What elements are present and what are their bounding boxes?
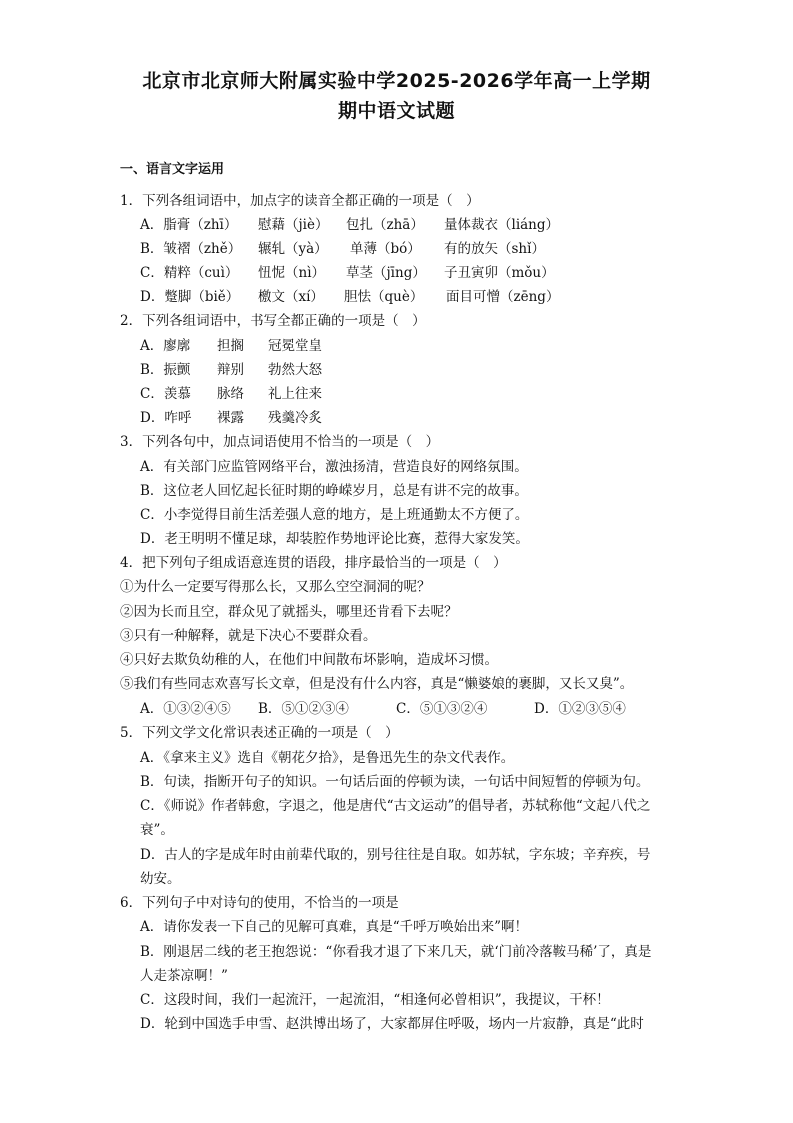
q6-option-d: D．轮到中国选手申雪、赵洪博出场了，大家都屏住呼吸，场内一片寂静，真是“此时 (140, 1016, 644, 1032)
question-2-stem: 2．下列各组词语中，书写全都正确的一项是（ ） (120, 313, 426, 329)
q1-option-b-1: B．皱褶（zhě） (140, 241, 242, 257)
q5-option-c: C．《师说》作者韩愈，字退之，他是唐代“古文运动”的倡导者，苏轼称他“文起八代之 (140, 798, 651, 814)
q2-option-b-2: 辩别 (217, 362, 244, 378)
q2-option-d-1: D．咋呼 (140, 410, 192, 426)
q2-option-d-2: 裸露 (217, 410, 244, 426)
q1-option-c-4: 子丑寅卯（mǒu） (444, 265, 555, 281)
q1-option-d-1: D．蹩脚（biě） (140, 289, 240, 305)
q3-option-b: B．这位老人回忆起长征时期的峥嵘岁月，总是有讲不完的故事。 (140, 483, 528, 499)
q3-option-d: D．老王明明不懂足球，却装腔作势地评论比赛，惹得大家发笑。 (140, 531, 529, 547)
q3-option-a: A．有关部门应监管网络平台，激浊扬清，营造良好的网络氛围。 (140, 459, 528, 475)
question-3-stem: 3．下列各句中，加点词语使用不恰当的一项是（ ） (120, 434, 440, 450)
q2-option-b-3: 勃然大怒 (268, 362, 322, 378)
q4-option-d: D．①②③⑤④ (534, 701, 626, 717)
q4-sentence-4: ④只好去欺负幼稚的人，在他们中间散布坏影响，造成坏习惯。 (120, 652, 498, 668)
q4-option-c: C．⑤①③②④ (396, 701, 488, 717)
q1-option-a-4: 量体裁衣（liáng） (444, 217, 560, 233)
q1-option-d-2: 檄文（xí） (258, 289, 324, 305)
document-title-line2: 期中语文试题 (337, 100, 455, 122)
q1-option-c-1: C．精粹（cuì） (140, 265, 239, 281)
q5-option-b: B．句读，指断开句子的知识。一句话后面的停顿为读，一句话中间短暂的停顿为句。 (140, 774, 650, 790)
q5-option-c-cont: 衰”。 (140, 822, 174, 838)
q1-option-b-3: 单薄（bó） (350, 241, 421, 257)
q2-option-c-3: 礼上往来 (268, 386, 322, 402)
q2-option-b-1: B．振颤 (140, 362, 191, 378)
question-4-stem: 4．把下列句子组成语意连贯的语段，排序最恰当的一项是（ ） (120, 555, 507, 571)
question-6-stem: 6．下列句子中对诗句的使用，不恰当的一项是 (120, 895, 399, 911)
q1-option-d-4: 面目可憎（zēng） (446, 289, 560, 305)
q6-option-c: C．这段时间，我们一起流汗，一起流泪，“相逢何必曾相识”，我提议，干杯！ (140, 992, 610, 1008)
q2-option-a-1: A．廖廓 (140, 338, 191, 354)
q2-option-a-2: 担搁 (217, 338, 244, 354)
q1-option-c-3: 草茎（jīng） (346, 265, 426, 281)
q1-option-a-2: 慰藉（jiè） (258, 217, 329, 233)
document-title-line1: 北京市北京师大附属实验中学2025-2026学年高一上学期 (142, 70, 651, 92)
q1-option-c-2: 忸怩（nì） (258, 265, 326, 281)
q4-sentence-1: ①为什么一定要写得那么长，又那么空空洞洞的呢？ (120, 579, 431, 595)
q5-option-d-cont: 幼安。 (140, 871, 181, 887)
q1-option-a-1: A．脂膏（zhī） (140, 217, 238, 233)
q4-sentence-2: ②因为长而且空，群众见了就摇头，哪里还肯看下去呢？ (120, 604, 458, 620)
q1-option-d-3: 胆怯（què） (344, 289, 424, 305)
q4-option-a: A．①③②④⑤ (140, 701, 231, 717)
q5-option-a: A．《拿来主义》选自《朝花夕拾》，是鲁迅先生的杂文代表作。 (140, 750, 515, 766)
q6-option-a: A．请你发表一下自己的见解可真难，真是“千呼万唤始出来”啊！ (140, 919, 529, 935)
q5-option-d: D．古人的字是成年时由前辈代取的，别号往往是自取。如苏轼，字东坡；辛弃疾，号 (140, 847, 651, 863)
q2-option-d-3: 残羹冷炙 (268, 410, 322, 426)
q1-option-b-2: 辗轧（yà） (258, 241, 328, 257)
question-5-stem: 5．下列文学文化常识表述正确的一项是（ ） (120, 725, 399, 741)
q2-option-a-3: 冠冕堂皇 (268, 338, 322, 354)
q2-option-c-2: 脉络 (217, 386, 244, 402)
section-heading: 一、语言文字运用 (120, 162, 225, 177)
q2-option-c-1: C．羡慕 (140, 386, 191, 402)
question-1-stem: 1．下列各组词语中，加点字的读音全都正确的一项是（ ） (120, 193, 480, 209)
q6-option-b: B．刚退居二线的老王抱怨说：“你看我才退了下来几天，就‘门前冷落鞍马稀’了，真是 (140, 944, 652, 960)
q4-sentence-3: ③只有一种解释，就是下决心不要群众看。 (120, 628, 377, 644)
q1-option-b-4: 有的放矢（shǐ） (444, 241, 545, 257)
q4-option-b: B．⑤①②③④ (258, 701, 349, 717)
q3-option-c: C．小李觉得目前生活差强人意的地方，是上班通勤太不方便了。 (140, 507, 529, 523)
q6-option-b-cont: 人走茶凉啊！” (140, 968, 228, 984)
q1-option-a-3: 包扎（zhā） (346, 217, 424, 233)
q4-sentence-5: ⑤我们有些同志欢喜写长文章，但是没有什么内容，真是“懒婆娘的裹脚，又长又臭”。 (120, 676, 634, 692)
